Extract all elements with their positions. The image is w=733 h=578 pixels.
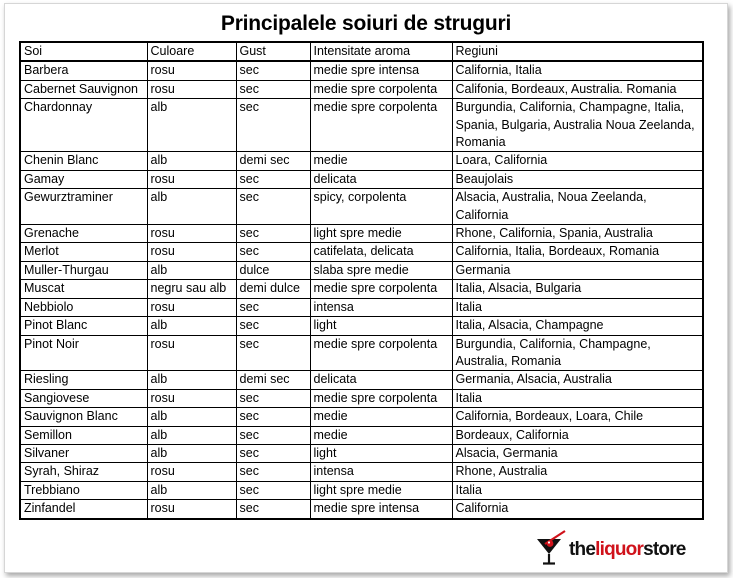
cell-culoare: alb <box>147 371 236 389</box>
table-row <box>20 481 703 499</box>
cell-culoare: alb <box>147 261 236 279</box>
cell-regiuni: Italia <box>452 389 703 407</box>
table-row <box>20 335 703 371</box>
cell-soi: Chardonnay <box>20 99 147 152</box>
cell-culoare: rosu <box>147 335 236 371</box>
cell-soi: Chenin Blanc <box>20 152 147 170</box>
cell-culoare: rosu <box>147 243 236 261</box>
theliquorstore-logo <box>531 530 721 566</box>
cell-soi: Muscat <box>20 280 147 298</box>
cell-gust: sec <box>236 500 310 519</box>
table-row <box>20 408 703 426</box>
table-row <box>20 317 703 335</box>
cell-intensitate-aroma: catifelata, delicata <box>310 243 452 261</box>
cell-intensitate-aroma: delicata <box>310 371 452 389</box>
cell-gust: sec <box>236 170 310 188</box>
table-row <box>20 500 703 519</box>
cell-culoare: alb <box>147 317 236 335</box>
page-title: Principalele soiuri de struguri <box>220 12 512 35</box>
cell-gust: sec <box>236 481 310 499</box>
grape-varieties-table <box>19 41 704 520</box>
cell-intensitate-aroma: intensa <box>310 463 452 481</box>
table-row <box>20 152 703 170</box>
cell-culoare: alb <box>147 152 236 170</box>
cell-intensitate-aroma: medie <box>310 426 452 444</box>
cell-regiuni: Loara, California <box>452 152 703 170</box>
table-row <box>20 463 703 481</box>
cell-intensitate-aroma: medie <box>310 152 452 170</box>
cell-gust: demi sec <box>236 152 310 170</box>
column-header-intensitate-aroma: Intensitate aroma <box>310 42 452 61</box>
cell-soi: Nebbiolo <box>20 298 147 316</box>
cell-gust: sec <box>236 225 310 243</box>
cell-regiuni: Alsacia, Germania <box>452 444 703 462</box>
cell-gust: sec <box>236 317 310 335</box>
cell-regiuni: California, Bordeaux, Loara, Chile <box>452 408 703 426</box>
cell-gust: sec <box>236 463 310 481</box>
cell-gust: sec <box>236 243 310 261</box>
cell-soi: Grenache <box>20 225 147 243</box>
table-row <box>20 243 703 261</box>
cell-culoare: alb <box>147 426 236 444</box>
cell-gust: sec <box>236 408 310 426</box>
cell-gust: sec <box>236 389 310 407</box>
cell-soi: Muller-Thurgau <box>20 261 147 279</box>
table-row <box>20 61 703 80</box>
cell-gust: sec <box>236 444 310 462</box>
cell-gust: dulce <box>236 261 310 279</box>
cell-soi: Trebbiano <box>20 481 147 499</box>
cell-intensitate-aroma: light <box>310 444 452 462</box>
cell-soi: Syrah, Shiraz <box>20 463 147 481</box>
cell-gust: sec <box>236 80 310 98</box>
cell-culoare: rosu <box>147 80 236 98</box>
cell-gust: sec <box>236 99 310 152</box>
cell-soi: Riesling <box>20 371 147 389</box>
cell-culoare: rosu <box>147 463 236 481</box>
cell-intensitate-aroma: medie spre corpolenta <box>310 80 452 98</box>
cell-intensitate-aroma: spicy, corpolenta <box>310 189 452 225</box>
cell-culoare: rosu <box>147 170 236 188</box>
table-row <box>20 298 703 316</box>
cell-soi: Pinot Blanc <box>20 317 147 335</box>
cell-intensitate-aroma: light spre medie <box>310 225 452 243</box>
cell-regiuni: Alsacia, Australia, Noua Zeelanda, California <box>452 189 703 225</box>
cell-intensitate-aroma: medie <box>310 408 452 426</box>
table-row <box>20 280 703 298</box>
cell-intensitate-aroma: slaba spre medie <box>310 261 452 279</box>
column-header-soi: Soi <box>20 42 147 61</box>
cell-soi: Pinot Noir <box>20 335 147 371</box>
cell-regiuni: Rhone, California, Spania, Australia <box>452 225 703 243</box>
cell-intensitate-aroma: medie spre corpolenta <box>310 335 452 371</box>
table-row <box>20 426 703 444</box>
cell-soi: Semillon <box>20 426 147 444</box>
table-row <box>20 389 703 407</box>
cell-regiuni: Germania <box>452 261 703 279</box>
cell-soi: Gewurztraminer <box>20 189 147 225</box>
cell-regiuni: Italia, Alsacia, Champagne <box>452 317 703 335</box>
cell-gust: demi dulce <box>236 280 310 298</box>
cell-gust: sec <box>236 298 310 316</box>
cell-gust: sec <box>236 189 310 225</box>
cell-soi: Cabernet Sauvignon <box>20 80 147 98</box>
cell-regiuni: California <box>452 500 703 519</box>
cell-intensitate-aroma: medie spre corpolenta <box>310 99 452 152</box>
cell-soi: Sangiovese <box>20 389 147 407</box>
document-sheet <box>4 3 728 573</box>
cell-gust: sec <box>236 335 310 371</box>
table-row <box>20 80 703 98</box>
cell-regiuni: Germania, Alsacia, Australia <box>452 371 703 389</box>
logo-text-suffix: store <box>643 539 686 560</box>
table-row <box>20 371 703 389</box>
cell-gust: demi sec <box>236 371 310 389</box>
cell-intensitate-aroma: medie spre intensa <box>310 61 452 80</box>
cell-culoare: rosu <box>147 389 236 407</box>
column-header-gust: Gust <box>236 42 310 61</box>
logo-wordmark <box>569 539 686 561</box>
cell-culoare: alb <box>147 481 236 499</box>
table-row <box>20 99 703 152</box>
cell-regiuni: Beaujolais <box>452 170 703 188</box>
table-row <box>20 225 703 243</box>
table-row <box>20 170 703 188</box>
cell-culoare: rosu <box>147 225 236 243</box>
cell-soi: Zinfandel <box>20 500 147 519</box>
cell-culoare: rosu <box>147 500 236 519</box>
cell-regiuni: California, Italia, Bordeaux, Romania <box>452 243 703 261</box>
column-header-culoare: Culoare <box>147 42 236 61</box>
cell-intensitate-aroma: light spre medie <box>310 481 452 499</box>
cell-intensitate-aroma: delicata <box>310 170 452 188</box>
cell-culoare: rosu <box>147 298 236 316</box>
cell-regiuni: Burgundia, California, Champagne, Australia, Romania <box>452 335 703 371</box>
cell-soi: Barbera <box>20 61 147 80</box>
cell-regiuni: Italia <box>452 481 703 499</box>
cell-regiuni: Burgundia, California, Champagne, Italia, Spania, Bulgaria, Australia Noua Zeelanda, Romania <box>452 99 703 152</box>
cell-intensitate-aroma: medie spre corpolenta <box>310 280 452 298</box>
cell-intensitate-aroma: medie spre corpolenta <box>310 389 452 407</box>
cell-soi: Silvaner <box>20 444 147 462</box>
martini-glass-icon <box>531 530 571 566</box>
logo-text-prefix: the <box>569 539 596 560</box>
cell-regiuni: Rhone, Australia <box>452 463 703 481</box>
cell-soi: Merlot <box>20 243 147 261</box>
logo-text-accent: liquor <box>595 539 644 560</box>
cell-culoare: alb <box>147 444 236 462</box>
cell-intensitate-aroma: intensa <box>310 298 452 316</box>
cell-gust: sec <box>236 61 310 80</box>
cell-regiuni: Bordeaux, California <box>452 426 703 444</box>
cell-culoare: alb <box>147 408 236 426</box>
cell-culoare: alb <box>147 189 236 225</box>
cell-regiuni: California, Italia <box>452 61 703 80</box>
cell-culoare: negru sau alb <box>147 280 236 298</box>
cell-gust: sec <box>236 426 310 444</box>
table-row <box>20 444 703 462</box>
cell-soi: Gamay <box>20 170 147 188</box>
cell-regiuni: Califonia, Bordeaux, Australia. Romania <box>452 80 703 98</box>
cell-intensitate-aroma: medie spre intensa <box>310 500 452 519</box>
table-row <box>20 189 703 225</box>
column-header-regiuni: Regiuni <box>452 42 703 61</box>
cell-soi: Sauvignon Blanc <box>20 408 147 426</box>
cell-culoare: rosu <box>147 61 236 80</box>
cell-intensitate-aroma: light <box>310 317 452 335</box>
table-header-row <box>20 42 703 61</box>
cell-regiuni: Italia <box>452 298 703 316</box>
cell-culoare: alb <box>147 99 236 152</box>
cell-regiuni: Italia, Alsacia, Bulgaria <box>452 280 703 298</box>
table-row <box>20 261 703 279</box>
